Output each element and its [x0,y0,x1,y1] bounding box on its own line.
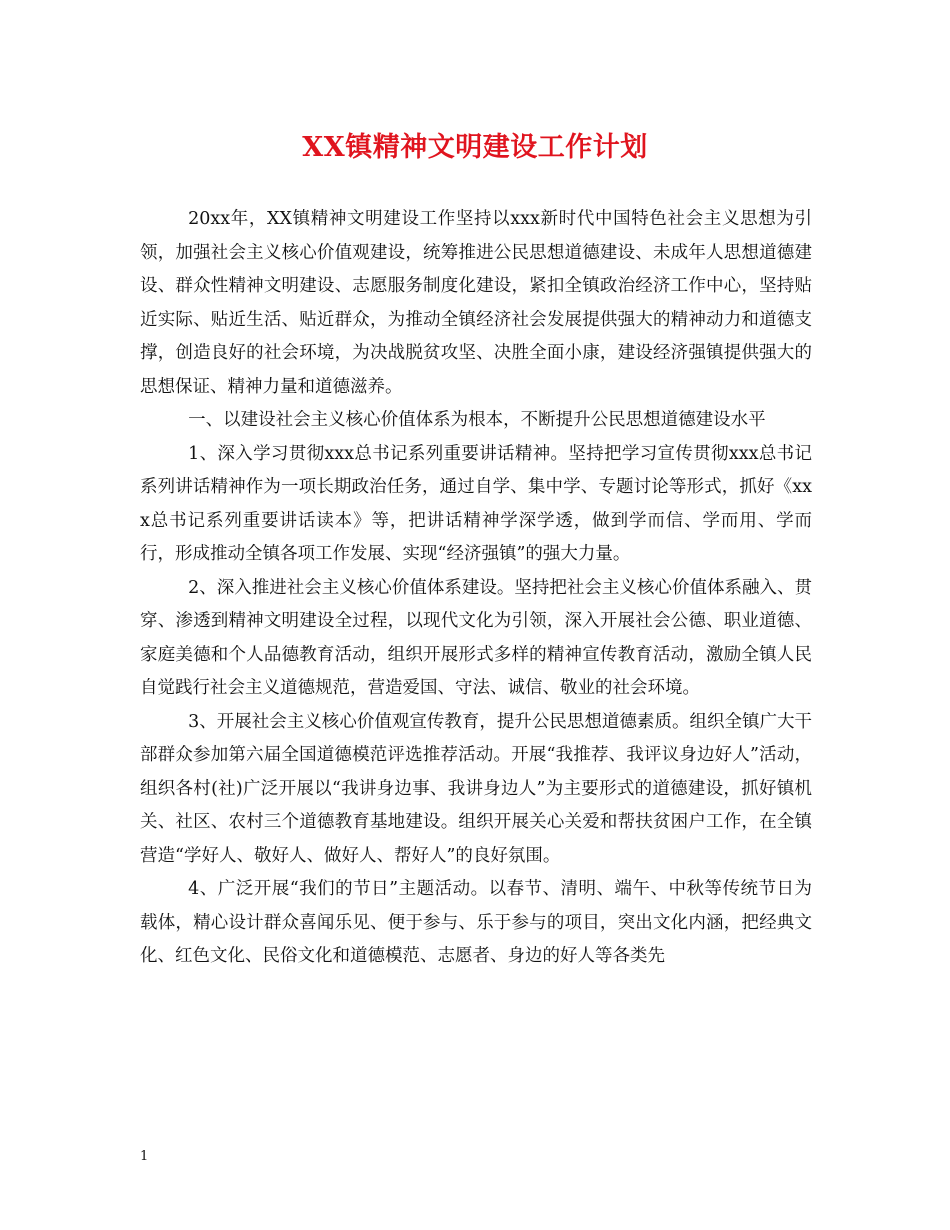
paragraph-item-3: 3、开展社会主义核心价值观宣传教育，提升公民思想道德素质。组织全镇广大干部群众参加第六届全国道德模范评选推荐活动。开展“我推荐、我评议身边好人”活动，组织各村(社)广泛开展以“我讲身边事、我讲身边人”为主要形式的道德建设，抓好镇机关、社区、农村三个道德教育基地建设。组织开展关心关爱和帮扶贫困户工作，在全镇营造“学好人、敬好人、做好人、帮好人”的良好氛围。 [140,711,812,866]
paragraph-item-2: 2、深入推进社会主义核心价值体系建设。坚持把社会主义核心价值体系融入、贯穿、渗透到精神文明建设全过程，以现代文化为引领，深入开展社会公德、职业道德、家庭美德和个人品德教育活动，组织开展形式多样的精神宣传教育活动，激励全镇人民自觉践行社会主义道德规范，营造爱国、守法、诚信、敬业的社会环境。 [140,577,812,698]
document-body [140,203,812,974]
paragraph-item-1: 1、深入学习贯彻xxx总书记系列重要讲话精神。坚持把学习宣传贯彻xxx总书记系列讲话精神作为一项长期政治任务，通过自学、集中学、专题讨论等形式，抓好《xxx总书记系列重要讲话读本》等，把讲话精神学深学透，做到学而信、学而用、学而行，形成推动全镇各项工作发展、实现“经济强镇”的强大力量。 [140,443,812,564]
paragraph-intro: 20xx年，XX镇精神文明建设工作坚持以xxx新时代中国特色社会主义思想为引领，加强社会主义核心价值观建设，统筹推进公民思想道德建设、未成年人思想道德建设、群众性精神文明建设、志愿服务制度化建设，紧扣全镇政治经济工作中心，坚持贴近实际、贴近生活、贴近群众，为推动全镇经济社会发展提供强大的精神动力和道德支撑，创造良好的社会环境，为决战脱贫攻坚、决胜全面小康，建设经济强镇提供强大的思想保证、精神力量和道德滋养。 [140,209,812,397]
paragraph-section-heading: 一、以建设社会主义核心价值体系为根本，不断提升公民思想道德建设水平 [188,410,766,430]
page-number: 1 [140,1149,149,1164]
paragraph-item-4: 4、广泛开展“我们的节日”主题活动。以春节、清明、端午、中秋等传统节日为载体，精心设计群众喜闻乐见、便于参与、乐于参与的项目，突出文化内涵，把经典文化、红色文化、民俗文化和道德模范、志愿者、身边的好人等各类先 [140,879,812,966]
document-title: XX镇精神文明建设工作计划 [302,132,648,163]
